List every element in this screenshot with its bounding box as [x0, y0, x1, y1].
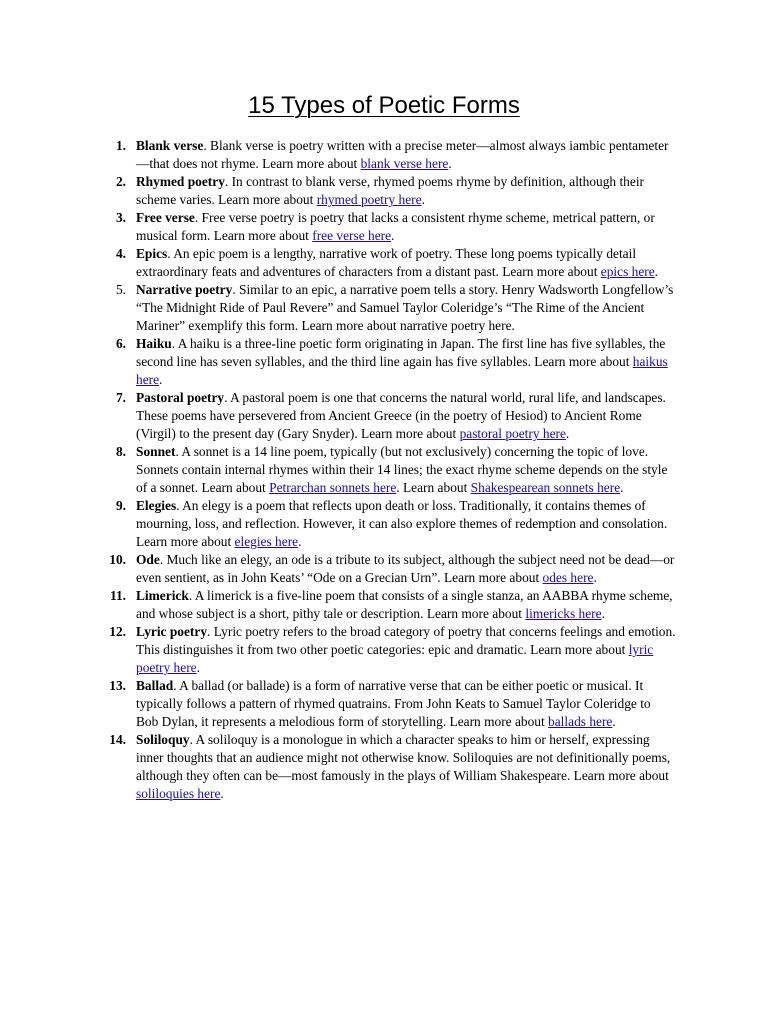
learn-more-link[interactable]: blank verse here: [360, 156, 449, 171]
item-number: 11.: [110, 588, 126, 603]
item-number: 5.: [115, 282, 126, 297]
item-number: 13.: [109, 678, 126, 693]
item-term: Rhymed poetry: [136, 174, 225, 189]
list-item: [0, 623, 676, 677]
item-number: 6.: [115, 336, 126, 351]
item-term: Ode: [136, 552, 160, 567]
item-after: .: [601, 606, 605, 621]
item-after: .: [448, 156, 452, 171]
item-number: 1.: [115, 138, 126, 153]
poetic-forms-list: [0, 137, 768, 803]
list-item: [0, 443, 676, 497]
learn-more-link-shakespearean[interactable]: Shakespearean sonnets here: [470, 480, 621, 495]
list-item: [0, 173, 676, 209]
learn-more-link[interactable]: haikus here: [136, 354, 668, 387]
list-item: [0, 497, 676, 551]
item-term: Narrative poetry: [136, 282, 233, 297]
list-item: [0, 245, 676, 281]
list-item: [0, 281, 676, 335]
item-after: .: [593, 570, 597, 585]
item-term: Lyric poetry: [136, 624, 208, 639]
item-text: . An elegy is a poem that reflects upon death or loss. Traditionally, it contains themes of mourning, loss, and reflection. However, it can also explore themes of redemption and consolation. Learn more about: [136, 498, 668, 549]
list-item: [0, 587, 676, 623]
learn-more-link[interactable]: pastoral poetry here: [459, 426, 566, 441]
item-term: Elegies: [136, 498, 177, 513]
item-text: . In contrast to blank verse, rhymed poems rhyme by definition, although their scheme varies. Learn more about: [136, 174, 644, 207]
item-number: 4.: [115, 246, 126, 261]
item-after: .: [620, 480, 624, 495]
item-after: .: [421, 192, 425, 207]
learn-more-link[interactable]: soliloquies here: [136, 786, 221, 801]
item-text: . Free verse poetry is poetry that lacks a consistent rhyme scheme, metrical pattern, or musical form. Learn more about: [136, 210, 655, 243]
item-term: Free verse: [136, 210, 195, 225]
item-number: 7.: [115, 390, 126, 405]
item-after: .: [391, 228, 395, 243]
item-after: .: [196, 660, 200, 675]
item-after: .: [565, 426, 570, 441]
item-number: 2.: [115, 174, 126, 189]
item-mid: . Learn about: [396, 480, 471, 495]
item-text: . A soliloquy is a monologue in which a character speaks to him or herself, expressing inner thoughts that an audience might not otherwise know. Soliloquies are not definitionally poems, although they often can be—most famously in the plays of William Shakespeare. Learn more about: [136, 732, 671, 783]
item-term: Pastoral poetry: [136, 390, 225, 405]
learn-more-link[interactable]: elegies here: [234, 534, 299, 549]
item-text: . A haiku is a three-line poetic form originating in Japan. The first line has five syllables, the second line has seven syllables, and the third line again has five syllables. Learn more about: [136, 336, 666, 369]
item-text: . Much like an elegy, an ode is a tribute to its subject, although the subject need not be dead—or even sentient, as in John Keats’ “Ode on a Grecian Urn”. Learn more about: [136, 552, 675, 585]
learn-more-link[interactable]: rhymed poetry here: [316, 192, 422, 207]
item-after: .: [654, 264, 659, 279]
item-number: 3.: [115, 210, 126, 225]
item-term: Soliloquy: [136, 732, 190, 747]
item-term: Ballad: [136, 678, 174, 693]
item-term: Epics: [136, 246, 168, 261]
item-text: . A ballad (or ballade) is a form of narrative verse that can be either poetic or musical. It typically follows a pattern of rhymed quatrains. From John Keats to Samuel Taylor Coleridge to Bob Dylan, it represents a melodious form of storytelling. Learn more about: [136, 678, 651, 729]
item-number: 9.: [115, 498, 126, 513]
list-item: [0, 209, 676, 245]
list-item: [0, 389, 676, 443]
item-after: .: [220, 786, 224, 801]
item-text: . A sonnet is a 14 line poem, typically (but not exclusively) concerning the topic of love. Sonnets contain internal rhymes within their 14 lines; the exact rhyme scheme depends on the style of a sonnet. Learn about: [136, 444, 668, 495]
learn-more-link[interactable]: epics here: [600, 264, 655, 279]
item-text: . An epic poem is a lengthy, narrative work of poetry. These long poems typically detail extraordinary feats and adventures of characters from a distant past. Learn more about: [136, 246, 637, 279]
item-text: . A limerick is a five-line poem that consists of a single stanza, an AABBA rhyme scheme, and whose subject is a short, pithy tale or description. Learn more about: [136, 588, 673, 621]
item-number: 12.: [109, 624, 126, 639]
learn-more-link-petrarchan[interactable]: Petrarchan sonnets here: [269, 480, 397, 495]
learn-more-link[interactable]: ballads here: [548, 714, 613, 729]
list-item: [0, 731, 676, 803]
item-text: . Lyric poetry refers to the broad category of poetry that concerns feelings and emotion. This distinguishes it from two other poetic categories: epic and dramatic. Learn more about: [136, 624, 676, 657]
learn-more-link[interactable]: limericks here: [525, 606, 602, 621]
list-item: [0, 335, 676, 389]
item-term: Sonnet: [136, 444, 176, 459]
learn-more-link[interactable]: lyric poetry here: [136, 642, 654, 675]
item-number: 8.: [115, 444, 126, 459]
item-after: .: [298, 534, 302, 549]
item-after: .: [612, 714, 616, 729]
list-item: [0, 677, 676, 731]
item-term: Blank verse: [136, 138, 204, 153]
list-item: [0, 551, 676, 587]
learn-more-link[interactable]: odes here: [542, 570, 594, 585]
item-number: 14.: [109, 732, 126, 747]
item-term: Limerick: [136, 588, 189, 603]
list-item: [0, 137, 676, 173]
item-term: Haiku: [136, 336, 172, 351]
item-text: . A pastoral poem is one that concerns the natural world, rural life, and landscapes. These poems have persevered from Ancient Greece (in the poetry of Hesiod) to Ancient Rome (Virgil) to the present day (Gary Snyder). Learn more about: [136, 390, 666, 441]
page-title: 15 Types of Poetic Forms: [248, 92, 520, 119]
item-number: 10.: [109, 552, 126, 567]
item-text: . Blank verse is poetry written with a precise meter—almost always iambic pentameter—that does not rhyme. Learn more about: [136, 138, 669, 171]
item-text: . Similar to an epic, a narrative poem tells a story. Henry Wadsworth Longfellow’s “The Midnight Ride of Paul Revere” and Samuel Taylor Coleridge’s “The Rime of the Ancient Mariner” exemplify this form. Learn more about narrative poetry here.: [136, 282, 674, 333]
item-after: .: [159, 372, 163, 387]
learn-more-link[interactable]: free verse here: [312, 228, 392, 243]
